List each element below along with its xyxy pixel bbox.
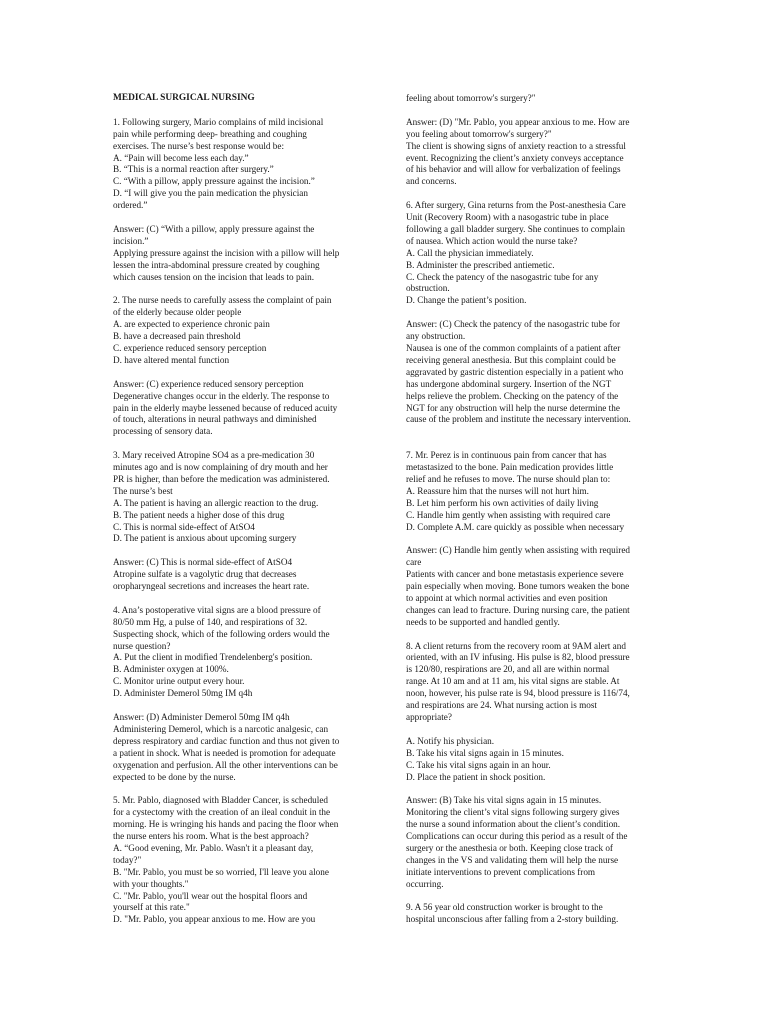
blank-line [113,105,371,117]
right-column-line: changes can lead to fracture. During nursing care, the patient [406,604,630,615]
left-column-line: expected to be done by the nurse. [113,771,236,782]
left-column-line: Atropine sulfate is a vagolytic drug that decreases [113,569,297,580]
left-column-line: D. The patient is anxious about upcoming surgery [113,533,297,544]
left-column-line: B. “This is a normal reaction after surgery.” [113,164,274,175]
right-text-column [406,93,664,926]
right-column-line: you feeling about tomorrow's surgery?" [406,128,552,139]
left-column-line: processing of sensory data. [113,426,213,437]
left-column-line: C. experience reduced sensory perception [113,342,267,353]
blank-line [113,212,371,224]
left-column-line: C. “With a pillow, apply pressure against the incision.” [113,176,315,187]
left-column-line: A. are expected to experience chronic pain [113,319,270,330]
right-column-line: has undergone abdominal surgery. Insertion of the NGT [406,378,612,389]
right-column-line: any obstruction. [406,331,466,342]
left-column-line: A. The patient is having an allergic reaction to the drug. [113,497,319,508]
blank-line [113,283,371,295]
right-column-line: pain especially when moving. Bone tumors weaken the bone [406,581,630,592]
right-column-line: and concerns. [406,176,457,187]
blank-line [406,426,664,438]
right-column-line: B. Take his vital signs again in 15 minutes. [406,747,564,758]
left-column-line: oropharyngeal secretions and increases the heart rate. [113,581,310,592]
left-column-line: today?" [113,854,142,865]
left-column-line: for a cystectomy with the creation of an ileal conduit in the [113,807,331,818]
right-column-line: helps relieve the problem. Checking on the patency of the [406,390,619,401]
left-column-line: Answer: (D) Administer Demerol 50mg IM q4h [113,712,290,722]
left-column-line: of the elderly because older people [113,307,242,318]
right-column-line: 8. A client returns from the recovery room at 9AM alert and [406,640,626,651]
left-column-line: ordered.” [113,200,148,211]
left-column-line: C. This is normal side-effect of AtSO4 [113,521,255,532]
blank-line [406,105,664,117]
right-column-line: obstruction. [406,283,450,294]
left-column-line: A. “Good evening, Mr. Pablo. Wasn't it a pleasant day, [113,842,314,853]
right-column-line: Nausea is one of the common complaints of a patient after [406,342,621,353]
left-column-line: Degenerative changes occur in the elderly. The response to [113,390,330,401]
right-column-line: initiate interventions to prevent complications from [406,866,596,877]
left-column-line: D. “I will give you the pain medication the physician [113,188,308,199]
left-column-line: C. "Mr. Pablo, you'll wear out the hospital floors and [113,890,308,901]
right-column-line: Answer: (B) Take his vital signs again in 15 minutes. [406,795,602,806]
right-column-line: Unit (Recovery Room) with a nasogastric tube in place [406,212,609,223]
right-column-line: A. Call the physician immediately. [406,247,534,258]
right-column-line: metastasized to the bone. Pain medication provides little [406,462,614,473]
blank-line [113,700,371,712]
left-column-line: 2. The nurse needs to carefully assess the complaint of pain [113,295,332,306]
left-column-line: 80/50 mm Hg, a pulse of 140, and respirations of 32. [113,616,308,627]
left-column-line: C. Monitor urine output every hour. [113,676,245,687]
left-column-line: Answer: (C) “With a pillow, apply pressure against the [113,223,315,234]
document-title: MEDICAL SURGICAL NURSING [113,93,255,103]
left-column-line: The nurse’s best [113,485,173,496]
right-column-line: B. Administer the prescribed antiemetic. [406,259,555,270]
right-column-line: D. Complete A.M. care quickly as possible when necessary [406,521,625,532]
left-column-line: Suspecting shock, which of the following orders would the [113,628,330,639]
blank-line [406,188,664,200]
left-column-line: 3. Mary received Atropine SO4 as a pre-medication 30 [113,450,315,461]
left-column-line: Applying pressure against the incision with a pillow will help [113,247,340,258]
left-column-line: pain in the elderly maybe lessened because of reduced acuity [113,402,338,413]
left-column-line: minutes ago and is now complaining of dry mouth and her [113,462,328,473]
right-column-line: following a gall bladder surgery. She continues to complain [406,223,625,234]
left-column-line: the nurse enters his room. What is the best approach? [113,831,309,842]
right-column-line: 6. After surgery, Gina returns from the Post-anesthesia Care [406,200,626,211]
right-column-line: A. Notify his physician. [406,735,495,746]
left-column-line: depress respiratory and cardiac function and thus not given to [113,735,340,746]
right-column-line: feeling about tomorrow's surgery?" [406,93,536,103]
right-column-line: oriented, with an IV infusing. His pulse is 82, blood pressure [406,652,630,663]
right-column-line: Answer: (C) Check the patency of the nasogastric tube for [406,319,621,330]
blank-line [406,307,664,319]
right-column-line: receiving general anesthesia. But this complaint could be [406,354,616,365]
left-column-line: morning. He is wringing his hands and pacing the floor when [113,819,339,830]
left-column-line: Answer: (C) experience reduced sensory perception [113,378,304,389]
right-column-line: 9. A 56 year old construction worker is brought to the [406,902,603,913]
left-column-line: B. The patient needs a higher dose of this drug [113,509,285,520]
right-column-line: range. At 10 am and at 11 am, his vital signs are stable. At [406,676,620,687]
left-column-line: B. Administer oxygen at 100%. [113,664,229,675]
right-column-line: C. Handle him gently when assisting with required care [406,509,611,520]
right-column-line: surgery or the anesthesia or both. Keeping close track of [406,842,613,853]
blank-line [406,629,664,641]
left-column-line: incision.” [113,235,149,246]
right-column-line: Complications can occur during this period as a result of the [406,831,628,842]
right-column-line: to appoint at which normal activities and even position [406,592,608,603]
left-column-line: B. have a decreased pain threshold [113,331,241,342]
left-column-line: D. "Mr. Pablo, you appear anxious to me. How are you [113,914,316,925]
right-column-line: Answer: (C) Handle him gently when assisting with required [406,545,631,556]
right-column-line: is 120/80, respirations are 20, and all are within normal [406,664,610,675]
left-column-line: exercises. The nurse’s best response would be: [113,140,285,151]
blank-line [406,891,664,903]
left-column-line: D. Administer Demerol 50mg IM q4h [113,688,253,699]
left-column-line: pain while performing deep- breathing and coughing [113,128,307,139]
right-column-line: B. Let him perform his own activities of daily living [406,497,599,508]
left-column-line: with your thoughts." [113,878,189,889]
blank-line [113,545,371,557]
left-text-column [113,93,371,926]
right-column-line: Monitoring the client’s vital signs following surgery gives [406,807,620,818]
right-column-line: C. Take his vital signs again in an hour. [406,759,551,770]
left-column-line: a patient in shock. What is needed is promotion for adequate [113,747,336,758]
blank-line [113,438,371,450]
left-column-line: D. have altered mental function [113,354,230,365]
left-column-line: B. "Mr. Pablo, you must be so worried, I'll leave you alone [113,866,329,877]
left-column-line: A. Put the client in modified Trendelenberg's position. [113,652,313,663]
blank-line [113,593,371,605]
left-column-line: 4. Ana’s postoperative vital signs are a blood pressure of [113,604,321,615]
left-column-line: 5. Mr. Pablo, diagnosed with Bladder Cancer, is scheduled [113,795,328,806]
blank-line [406,724,664,736]
left-column-line: oxygenation and perfusion. All the other interventions can be [113,759,338,770]
right-column-line: D. Place the patient in shock position. [406,771,546,782]
blank-line [113,367,371,379]
right-column-line: appropriate? [406,712,452,723]
right-column-line: D. Change the patient’s position. [406,295,527,306]
blank-line [406,533,664,545]
right-column-line: noon, however, his pulse rate is 94, blood pressure is 116/74, [406,688,630,699]
left-column-line: 1. Following surgery, Mario complains of mild incisional [113,116,324,127]
right-column-line: care [406,557,422,568]
right-column-line: relief and he refuses to move. The nurse should plan to: [406,473,611,484]
right-column-line: and respirations are 24. What nursing action is most [406,700,597,711]
left-column-line: which causes tension on the incision that leads to pain. [113,271,315,282]
left-column-line: nurse question? [113,640,171,651]
right-column-line: C. Check the patency of the nasogastric tube for any [406,271,599,282]
left-column-line: yourself at this rate." [113,902,190,913]
right-column-line: Answer: (D) "Mr. Pablo, you appear anxious to me. How are [406,116,630,127]
right-column-line: hospital unconscious after falling from a 2-story building. [406,914,619,925]
right-column-line: occurring. [406,878,444,889]
blank-line [406,438,664,450]
right-column-line: the nurse a sound information about the client’s condition. [406,819,621,830]
blank-line [406,783,664,795]
right-column-line: 7. Mr. Perez is in continuous pain from cancer that has [406,450,607,461]
right-column-line: cause of the problem and institute the necessary intervention. [406,414,631,425]
right-column-line: Patients with cancer and bone metastasis experience severe [406,569,624,580]
blank-line [113,783,371,795]
left-column-line: lessen the intra-abdominal pressure created by coughing [113,259,320,270]
right-column-line: NGT for any obstruction will help the nurse determine the [406,402,620,413]
right-column-line: A. Reassure him that the nurses will not hurt him. [406,485,589,496]
left-column-line: of touch, alterations in neural pathways and diminished [113,414,317,425]
right-column-line: needs to be supported and handled gently. [406,616,560,627]
left-column-line: A. “Pain will become less each day.” [113,152,249,163]
right-column-line: of nausea. Which action would the nurse take? [406,235,578,246]
left-column-line: PR is higher, than before the medication was administered. [113,473,330,484]
right-column-line: The client is showing signs of anxiety reaction to a stressful [406,140,626,151]
right-column-line: changes in the VS and validating them will help the nurse [406,854,619,865]
right-column-line: of his behavior and will allow for verbalization of feelings [406,164,621,175]
right-column-line: aggravated by gastric distention especially in a patient who [406,366,624,377]
left-column-line: Answer: (C) This is normal side-effect of AtSO4 [113,557,293,568]
left-column-line: Administering Demerol, which is a narcotic analgesic, can [113,723,329,734]
right-column-line: event. Recognizing the client’s anxiety conveys acceptance [406,152,624,163]
